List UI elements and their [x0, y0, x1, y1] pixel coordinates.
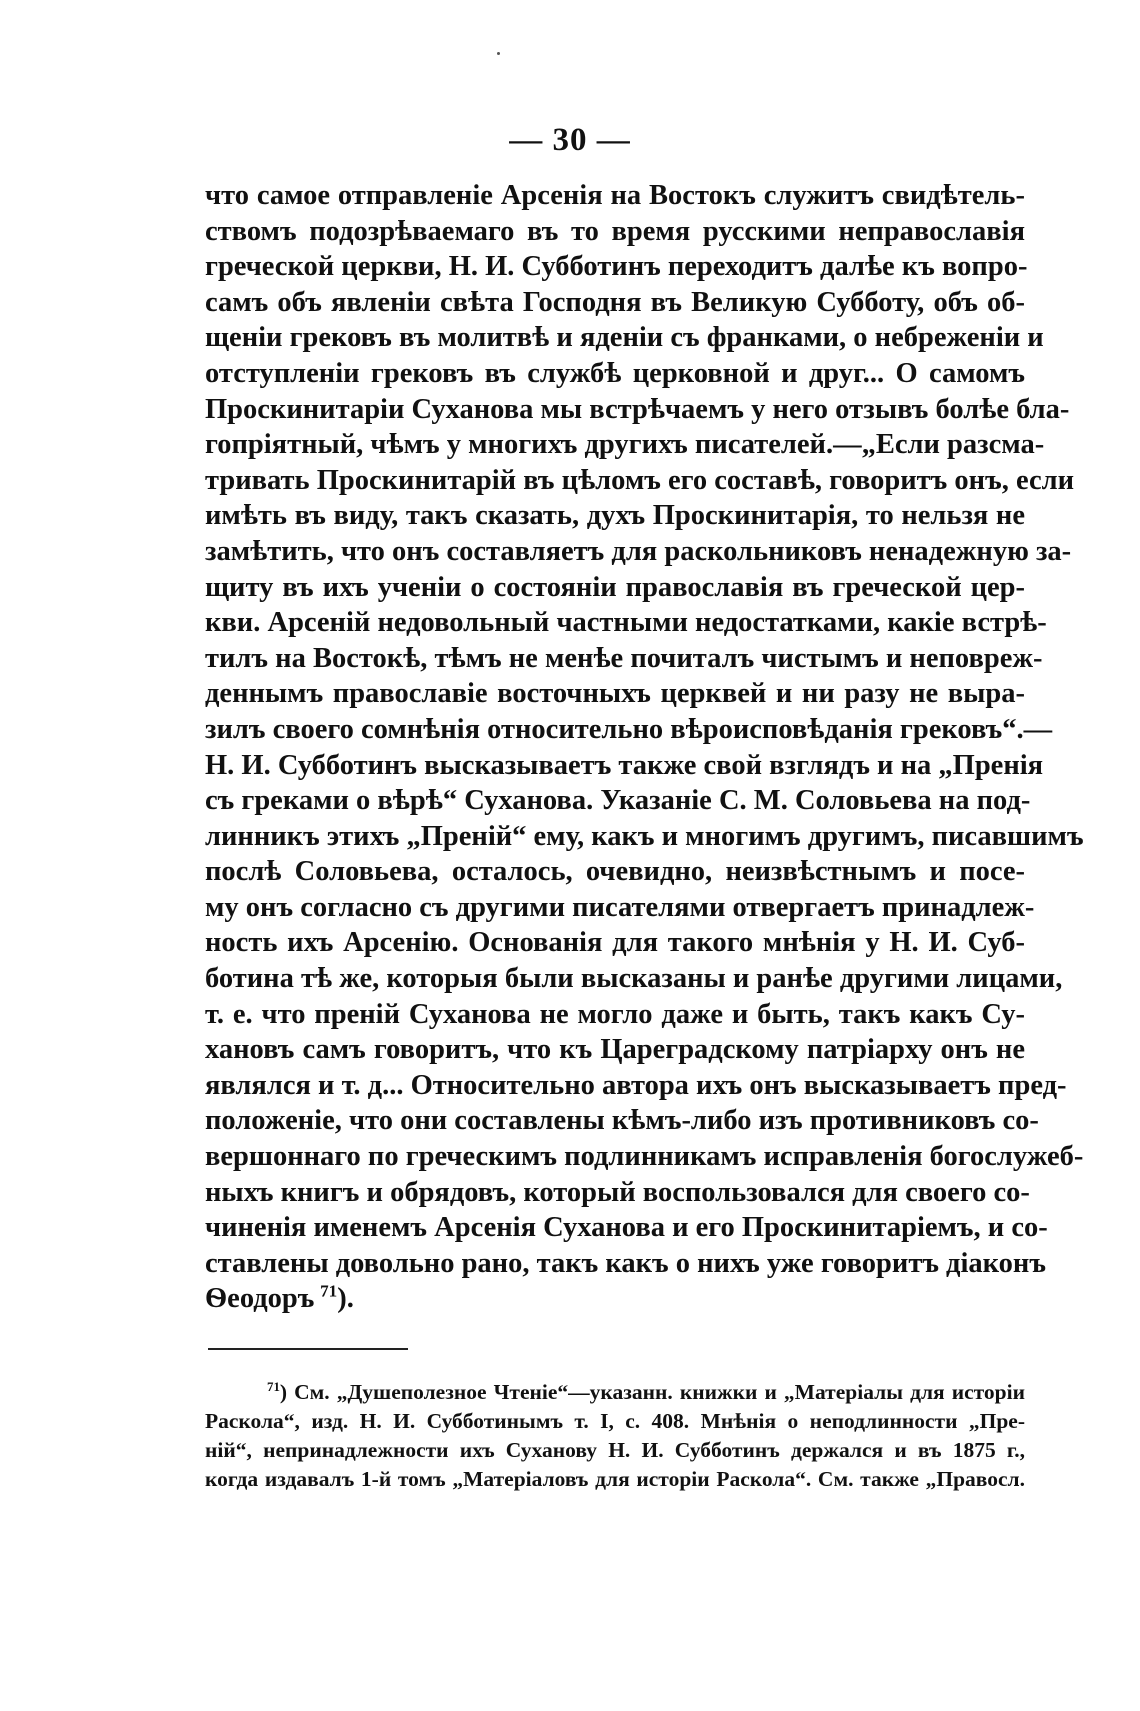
body-line: тилъ на Востокѣ, тѣмъ не менѣе почиталъ чистымъ и неповреж- [205, 642, 1043, 674]
footnote [205, 1378, 1025, 1494]
print-speck [497, 52, 500, 55]
body-line: зилъ своего сомнѣнія относительно вѣроисповѣданія грековъ“.— [205, 713, 1053, 745]
footnote-marker: 71 [267, 1379, 280, 1394]
body-line: Н. И. Субботинъ высказываетъ также свой взглядъ и на „Пренія [205, 749, 1044, 781]
footnote-reference: 71 [320, 1281, 338, 1301]
body-line: ставлены довольно рано, такъ какъ о нихъ уже говоритъ діаконъ [205, 1247, 1046, 1279]
body-line: щеніи грековъ въ молитвѣ и яденіи съ франками, о небреженіи и [205, 322, 1044, 354]
body-line: имѣть въ виду, такъ сказать, духъ Проскинитарія, то нельзя не [205, 500, 1025, 532]
body-line: кви. Арсеній недовольный частными недостатками, какіе встрѣ- [205, 607, 1047, 639]
body-line: послѣ Соловьева, осталось, очевидно, неизвѣстнымъ и посе- [205, 856, 1025, 888]
body-line: отступленіи грековъ въ службѣ церковной и друг... О самомъ [205, 357, 1025, 389]
footnote-line-text: ) См. „Душеполезное Чтеніе“—указанн. книжки и „Матеріалы для исторіи [279, 1380, 1025, 1404]
body-line: ность ихъ Арсенію. Основанія для такого мнѣнія у Н. И. Суб- [205, 927, 1025, 959]
body-line: вершоннаго по греческимъ подлинникамъ исправленія богослужеб- [205, 1141, 1084, 1173]
footnote-line [205, 1378, 1025, 1407]
footnote-line: Раскола“, изд. Н. И. Субботинымъ т. I, с. 408. Мнѣнія о неподлинности „Пре- [205, 1409, 1025, 1433]
body-line: замѣтить, что онъ составляетъ для раскольниковъ ненадежную за- [205, 535, 1072, 567]
body-last-close: ). [337, 1283, 354, 1315]
footnote-divider [208, 1348, 408, 1350]
body-text [205, 178, 1084, 1317]
body-line: щиту въ ихъ ученіи о состояніи православія въ греческой цер- [205, 571, 1025, 603]
body-line: хановъ самъ говоритъ, что къ Цареградскому патріарху онъ не [205, 1034, 1025, 1066]
body-line: ботина тѣ же, которыя были высказаны и ранѣе другими лицами, [205, 963, 1063, 995]
body-line: Проскинитаріи Суханова мы встрѣчаемъ у него отзывъ болѣе бла- [205, 393, 1070, 425]
body-line: деннымъ православіе восточныхъ церквей и ни разу не выра- [205, 678, 1025, 710]
body-line: чиненія именемъ Арсенія Суханова и его Проскинитаріемъ, и со- [205, 1212, 1048, 1244]
body-last-line [205, 1281, 1025, 1317]
body-line: тривать Проскинитарій въ цѣломъ его составѣ, говоритъ онъ, если [205, 464, 1074, 496]
body-line: самъ объ явленіи свѣта Господня въ Великую Субботу, объ об- [205, 286, 1025, 318]
body-line: положеніе, что они составлены кѣмъ-либо изъ противниковъ со- [205, 1105, 1039, 1137]
body-line: съ греками о вѣрѣ“ Суханова. Указаніе С. М. Соловьева на под- [205, 785, 1031, 817]
body-line: гопріятный, чѣмъ у многихъ другихъ писателей.—„Если разсма- [205, 429, 1045, 461]
footnote-line: когда издавалъ 1-й томъ „Матеріаловъ для исторіи Раскола“. См. также „Правосл. [205, 1467, 1025, 1491]
body-line: ствомъ подозрѣваемаго въ то время русскими неправославія [205, 215, 1025, 247]
body-line: являлся и т. д... Относительно автора ихъ онъ высказываетъ пред- [205, 1069, 1067, 1101]
body-line: ныхъ книгъ и обрядовъ, который воспользовался для своего со- [205, 1176, 1030, 1208]
body-line: греческой церкви, Н. И. Субботинъ переходитъ далѣе къ вопро- [205, 251, 1028, 283]
body-line: т. е. что преній Суханова не могло даже и быть, такъ какъ Су- [205, 998, 1025, 1030]
body-line: му онъ согласно съ другими писателями отвергаетъ принадлеж- [205, 891, 1035, 923]
body-line: линникъ этихъ „Преній“ ему, какъ и многимъ другимъ, писавшимъ [205, 820, 1084, 852]
body-last-word: Ѳеодоръ [205, 1283, 315, 1315]
page-number: — 30 — [509, 122, 631, 158]
footnote-line: ній“, непринадлежности ихъ Суханову Н. И. Субботинъ держался и въ 1875 г., [205, 1438, 1025, 1462]
body-line: что самое отправленіе Арсенія на Востокъ служитъ свидѣтель- [205, 180, 1025, 211]
